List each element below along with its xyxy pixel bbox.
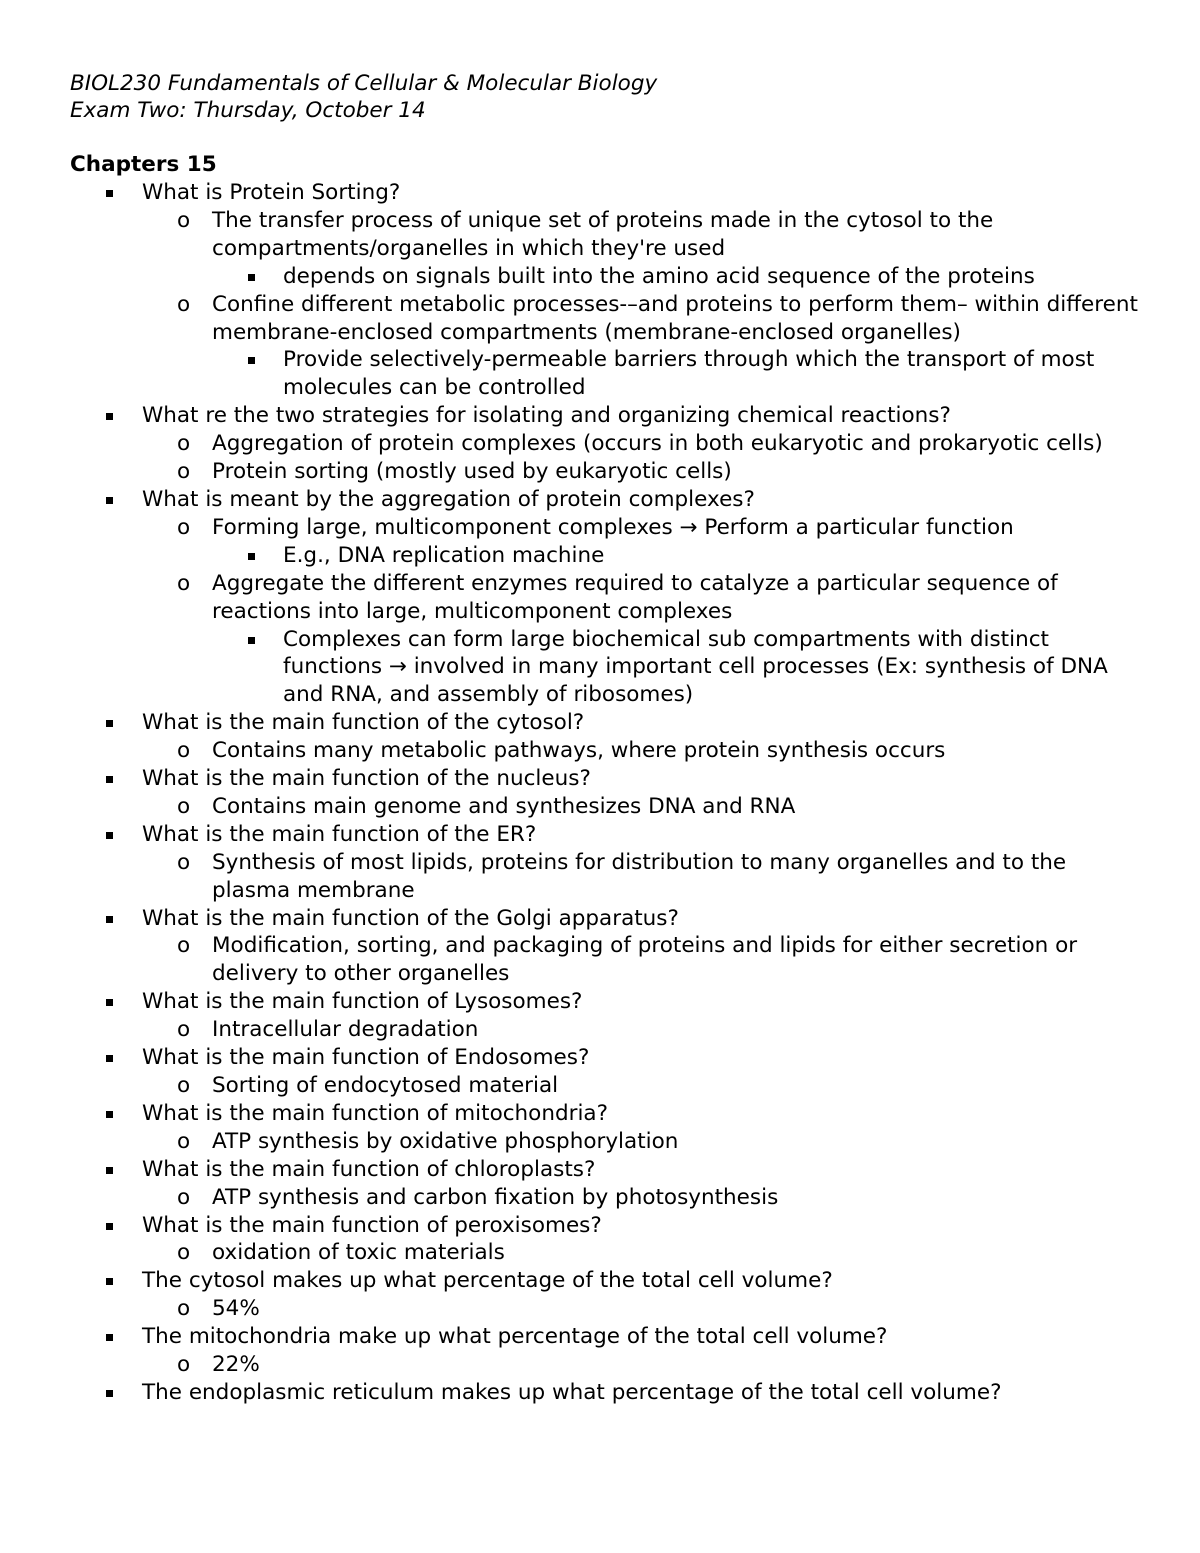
outline-item-text: What is the main function of peroxisomes? bbox=[142, 1212, 602, 1238]
outline-item-level-2 bbox=[70, 207, 1140, 263]
outline-item-level-2 bbox=[70, 430, 1140, 458]
outline-item-text: depends on signals built into the amino acid sequence of the proteins bbox=[283, 263, 1035, 289]
outline-item-level-2 bbox=[70, 458, 1140, 486]
square-bullet-icon bbox=[106, 822, 113, 850]
square-bullet-icon bbox=[106, 180, 113, 208]
outline-item-text: The endoplasmic reticulum makes up what percentage of the total cell volume? bbox=[142, 1379, 1002, 1405]
outline-item-text: The mitochondria make up what percentage of the total cell volume? bbox=[142, 1324, 888, 1350]
outline-item-text: Modification, sorting, and packaging of proteins and lipids for either secretion or delivery to other organelles bbox=[212, 933, 1078, 987]
circle-bullet-icon: o bbox=[177, 1296, 191, 1322]
square-bullet-icon bbox=[248, 627, 255, 655]
circle-bullet-icon: o bbox=[177, 1017, 191, 1043]
outline-item-level-2 bbox=[70, 570, 1140, 626]
outline-item-level-2 bbox=[70, 514, 1140, 542]
square-bullet-icon bbox=[106, 1101, 113, 1129]
circle-bullet-icon: o bbox=[177, 459, 191, 485]
outline-item-level-2 bbox=[70, 291, 1140, 347]
outline-item-level-2 bbox=[70, 1295, 1140, 1323]
outline-item-text: Contains main genome and synthesizes DNA and RNA bbox=[212, 793, 796, 819]
circle-bullet-icon: o bbox=[177, 1073, 191, 1098]
outline-item-level-3 bbox=[70, 263, 1140, 291]
outline-item-text: What is the main function of the ER? bbox=[142, 821, 537, 847]
outline-item-level-2 bbox=[70, 1072, 1140, 1100]
outline-list bbox=[70, 179, 1140, 1407]
outline-item-level-1 bbox=[70, 1100, 1140, 1128]
outline-item-level-2 bbox=[70, 849, 1140, 905]
outline-item-level-3 bbox=[70, 346, 1140, 402]
square-bullet-icon bbox=[106, 1268, 113, 1296]
course-title: BIOL230 Fundamentals of Cellular & Molecular Biology bbox=[70, 71, 658, 96]
outline-item-level-2 bbox=[70, 1351, 1140, 1379]
outline-item-level-1 bbox=[70, 988, 1140, 1016]
outline-item-text: Protein sorting (mostly used by eukaryotic cells) bbox=[212, 459, 732, 485]
outline-item-level-1 bbox=[70, 1044, 1140, 1072]
circle-bullet-icon: o bbox=[177, 1128, 191, 1154]
outline-item-text: E.g., DNA replication machine bbox=[283, 542, 605, 568]
outline-item-text: What is the main function of mitochondria? bbox=[142, 1100, 608, 1126]
outline-item-text: Provide selectively-permeable barriers through which the transport of most molecules can be controlled bbox=[283, 347, 1095, 401]
circle-bullet-icon: o bbox=[177, 514, 191, 540]
circle-bullet-icon: o bbox=[177, 738, 191, 764]
outline-item-text: What is Protein Sorting? bbox=[142, 180, 401, 205]
outline-item-text: Aggregate the different enzymes required to catalyze a particular sequence of reactions into large, multicomponent complexes bbox=[212, 570, 1058, 624]
outline-item-level-1 bbox=[70, 179, 1140, 207]
circle-bullet-icon: o bbox=[177, 431, 191, 457]
outline-item-level-1 bbox=[70, 1156, 1140, 1184]
exam-date: Exam Two: Thursday, October 14 bbox=[70, 98, 426, 123]
square-bullet-icon bbox=[248, 347, 255, 375]
outline-item-level-2 bbox=[70, 1239, 1140, 1267]
outline-item-level-1 bbox=[70, 486, 1140, 514]
outline-item-level-2 bbox=[70, 1016, 1140, 1044]
chapter-heading: Chapters 15 bbox=[70, 152, 217, 177]
outline-item-text: What is the main function of chloroplasts? bbox=[142, 1156, 596, 1182]
outline-item-text: 54% bbox=[212, 1296, 260, 1322]
outline-item-text: What is the main function of Lysosomes? bbox=[142, 989, 583, 1015]
outline-item-text: oxidation of toxic materials bbox=[212, 1240, 505, 1266]
outline-item-text: Forming large, multicomponent complexes → Perform a particular function bbox=[212, 514, 1014, 540]
circle-bullet-icon: o bbox=[177, 793, 191, 819]
outline-item-level-2 bbox=[70, 737, 1140, 765]
outline-item-text: What is the main function of the nucleus? bbox=[142, 766, 591, 792]
outline-item-text: ATP synthesis and carbon fixation by photosynthesis bbox=[212, 1184, 779, 1210]
outline-item-level-1 bbox=[70, 1379, 1140, 1407]
outline-item-level-1 bbox=[70, 709, 1140, 737]
square-bullet-icon bbox=[106, 1213, 113, 1241]
outline-item-level-1 bbox=[70, 821, 1140, 849]
circle-bullet-icon: o bbox=[177, 291, 191, 317]
square-bullet-icon bbox=[106, 1157, 113, 1185]
outline-item-level-1 bbox=[70, 905, 1140, 933]
outline-item-text: What is the main function of Endosomes? bbox=[142, 1045, 590, 1071]
circle-bullet-icon: o bbox=[177, 933, 191, 959]
outline-item-level-3 bbox=[70, 626, 1140, 710]
outline-item-level-1 bbox=[70, 1212, 1140, 1240]
circle-bullet-icon: o bbox=[177, 1240, 191, 1266]
outline-item-level-1 bbox=[70, 765, 1140, 793]
outline-item-text: Complexes can form large biochemical sub compartments with distinct functions → involved in many important cell processes (Ex: synthesis of DNA and RNA, and assembly of ribosomes) bbox=[283, 626, 1108, 708]
square-bullet-icon bbox=[106, 710, 113, 738]
square-bullet-icon bbox=[106, 989, 113, 1017]
square-bullet-icon bbox=[106, 766, 113, 794]
outline-item-text: ATP synthesis by oxidative phosphorylation bbox=[212, 1128, 679, 1154]
circle-bullet-icon: o bbox=[177, 570, 191, 596]
outline-item-level-1 bbox=[70, 1323, 1140, 1351]
square-bullet-icon bbox=[106, 906, 113, 934]
circle-bullet-icon: o bbox=[177, 849, 191, 875]
square-bullet-icon bbox=[106, 1324, 113, 1352]
square-bullet-icon bbox=[106, 403, 113, 431]
outline-item-level-3 bbox=[70, 542, 1140, 570]
outline-item-text: The transfer process of unique set of proteins made in the cytosol to the compartments/organelles in which they're used bbox=[212, 207, 994, 261]
circle-bullet-icon: o bbox=[177, 1184, 191, 1210]
outline-item-level-2 bbox=[70, 793, 1140, 821]
outline-item-text: The cytosol makes up what percentage of the total cell volume? bbox=[142, 1268, 833, 1294]
outline-item-level-2 bbox=[70, 1184, 1140, 1212]
square-bullet-icon bbox=[248, 543, 255, 571]
outline-item-text: Contains many metabolic pathways, where protein synthesis occurs bbox=[212, 738, 946, 764]
outline-item-text: 22% bbox=[212, 1352, 260, 1378]
circle-bullet-icon: o bbox=[177, 1352, 191, 1378]
outline-item-level-2 bbox=[70, 932, 1140, 988]
outline-item-text: Confine different metabolic processes-–and proteins to perform them– within different membrane-enclosed compartments (membrane-enclosed organelles) bbox=[212, 291, 1138, 345]
outline-item-text: What is the main function of the cytosol? bbox=[142, 710, 585, 736]
outline-item-text: Sorting of endocytosed material bbox=[212, 1073, 559, 1098]
outline-item-level-2 bbox=[70, 1128, 1140, 1156]
outline-item-text: Synthesis of most lipids, proteins for distribution to many organelles and to the plasma membrane bbox=[212, 849, 1067, 903]
square-bullet-icon bbox=[248, 264, 255, 292]
circle-bullet-icon: o bbox=[177, 207, 191, 233]
square-bullet-icon bbox=[106, 1045, 113, 1073]
outline-item-text: Aggregation of protein complexes (occurs in both eukaryotic and prokaryotic cells) bbox=[212, 431, 1103, 457]
square-bullet-icon bbox=[106, 487, 113, 515]
outline-item-text: Intracellular degradation bbox=[212, 1017, 479, 1043]
outline-item-text: What is the main function of the Golgi apparatus? bbox=[142, 905, 679, 931]
square-bullet-icon bbox=[106, 1380, 113, 1408]
outline-item-text: What re the two strategies for isolating and organizing chemical reactions? bbox=[142, 403, 951, 429]
outline-item-text: What is meant by the aggregation of protein complexes? bbox=[142, 486, 755, 512]
outline-item-level-1 bbox=[70, 1267, 1140, 1295]
outline-item-level-1 bbox=[70, 402, 1140, 430]
